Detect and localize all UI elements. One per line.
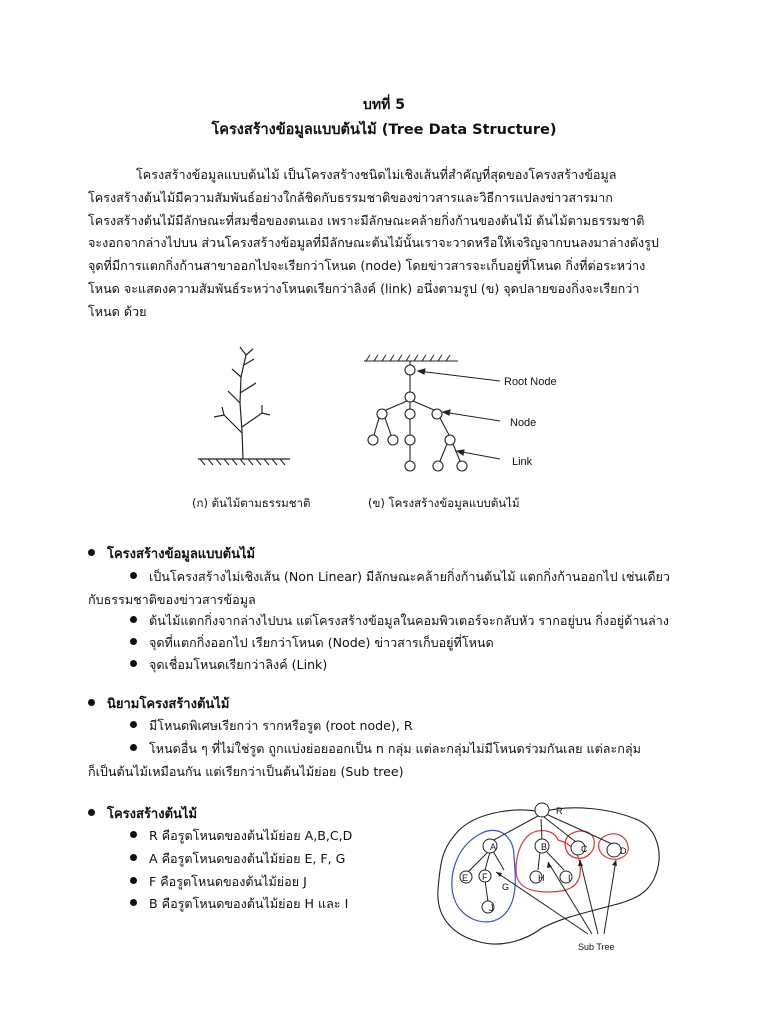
- list-item: เป็นโครงสร้างไม่เชิงเส้น (Non Linear) มีลักษณะคล้ายกิ่งก้านต้นไม้ แตกกิ่งก้านออกไป เช่นเดียว: [130, 567, 670, 587]
- data-tree-illustration: [364, 355, 500, 471]
- bullet-icon: [130, 572, 137, 579]
- page-title: โครงสร้างข้อมูลแบบต้นไม้ (Tree Data Structure): [211, 122, 557, 138]
- list-item: R คือรูตโหนดของต้นไม้ย่อย A,B,C,D: [130, 826, 352, 846]
- list-item-continuation: กับธรรมชาติของข่าวสารข้อมูล: [88, 592, 256, 607]
- node-label-b: B: [541, 842, 548, 852]
- figure-tree-comparison: [0, 335, 768, 495]
- intro-line: โครงสร้างต้นไม้มีลักษณะที่สมชื่อของตนเอง เพราะมีลักษณะคล้ายกิ่งก้านของต้นไม้ ต้นไม้ตามธรรมชาติ: [88, 212, 645, 228]
- node-label-i: I: [568, 873, 571, 883]
- subtree-boundary-red-b: [516, 831, 580, 892]
- node-label-j: J: [489, 903, 494, 913]
- tree-node-d: [607, 843, 621, 857]
- list-item: มีโหนดพิเศษเรียกว่า รากหรือรูต (root node), R: [130, 716, 413, 736]
- list-item: A คือรูตโหนดของต้นไม้ย่อย E, F, G: [130, 849, 345, 869]
- bullet-icon: [88, 549, 95, 556]
- node-label-h: H: [538, 873, 545, 883]
- label-sub-tree: Sub Tree: [578, 942, 615, 952]
- intro-line: โหนด ด้วย: [88, 303, 147, 319]
- label-node: Node: [510, 417, 537, 429]
- bullet-icon: [130, 660, 137, 667]
- section-heading-tree-structure: โครงสร้างข้อมูลแบบต้นไม้: [88, 543, 255, 564]
- natural-tree-illustration: [198, 347, 290, 465]
- node-label-d: D: [620, 846, 627, 856]
- list-item: B คือรูตโหนดของต้นไม้ย่อย H และ I: [130, 894, 348, 914]
- bullet-icon: [130, 831, 137, 838]
- bullet-icon: [130, 877, 137, 884]
- node-label-e: E: [462, 873, 469, 883]
- list-item: จุดเชื่อมโหนดเรียกว่าลิงค์ (Link): [130, 655, 327, 675]
- node-label-g: G: [502, 882, 510, 892]
- intro-paragraph: [88, 164, 688, 324]
- label-link: Link: [512, 456, 533, 468]
- bullet-icon: [130, 616, 137, 623]
- intro-line: โครงสร้างข้อมูลแบบต้นไม้ เป็นโครงสร้างชนิดไม่เชิงเส้นที่สำคัญที่สุดของโครงสร้างข้อมูล: [136, 167, 617, 182]
- figure-subtree-diagram: [430, 800, 670, 960]
- list-item: ต้นไม้แตกกิ่งจากล่างไปบน แต่โครงสร้างข้อมูลในคอมพิวเตอร์จะกลับหัว รากอยู่บน กิ่งอยู่ด้านล่าง: [130, 611, 669, 631]
- bullet-icon: [130, 638, 137, 645]
- bullet-icon: [88, 699, 95, 706]
- label-root-node: Root Node: [504, 376, 557, 388]
- caption-natural-tree: (ก) ต้นไม้ตามธรรมชาติ: [192, 496, 311, 510]
- section-heading-tree-parts: โครงสร้างต้นไม้: [88, 803, 197, 824]
- bullet-icon: [130, 744, 137, 751]
- bullet-icon: [130, 721, 137, 728]
- caption-data-tree: (ข) โครงสร้างข้อมูลแบบต้นไม้: [368, 496, 520, 510]
- list-item-continuation: ก็เป็นต้นไม้เหมือนกัน แต่เรียกว่าเป็นต้นไม้ย่อย (Sub tree): [88, 764, 404, 779]
- bullet-icon: [130, 854, 137, 861]
- tree-node-r: [535, 803, 549, 817]
- bullet-icon: [88, 809, 95, 816]
- node-label-c: C: [581, 844, 588, 854]
- intro-line: โครงสร้างต้นไม้มีความสัมพันธ์อย่างใกล้ชิดกับธรรมชาติของข่าวสารและวิธีการแปลงข่าวสารมาก: [88, 189, 613, 205]
- chapter-heading: บทที่ 5: [363, 97, 405, 113]
- section-heading-tree-definition: นิยามโครงสร้างต้นไม้: [88, 693, 229, 714]
- list-item: จุดที่แตกกิ่งออกไป เรียกว่าโหนด (Node) ข่าวสารเก็บอยู่ที่โหนด: [130, 633, 494, 653]
- bullet-icon: [130, 899, 137, 906]
- intro-line: จุดที่มีการแตกกิ่งก้านสาขาออกไปจะเรียกว่าโหนด (node) โดยข่าวสารจะเก็บอยู่ที่โหนด กิ่งที่ต่อระหว่าง: [88, 258, 646, 274]
- list-item: โหนดอื่น ๆ ที่ไม่ใช่รูต ถูกแบ่งย่อยออกเป็น n กลุ่ม แต่ละกลุ่มไม่มีโหนดร่วมกันเลย แต่ละกลุ่ม: [130, 739, 641, 759]
- list-item: F คือรูตโหนดของต้นไม้ย่อย J: [130, 872, 307, 892]
- intro-line: จะงอกจากล่างไปบน ส่วนโครงสร้างข้อมูลที่มีลักษณะต้นไม้นั้นเราจะวาดหรือให้เจริญจากบนลงมาล่างดังรูป: [88, 235, 659, 251]
- node-label-r: R: [556, 806, 563, 816]
- node-label-a: A: [490, 842, 497, 852]
- intro-line: โหนด จะแสดงความสัมพันธ์ระหว่างโหนดเรียกว่าลิงค์ (link) อนึ่งตามรูป (ข) จุดปลายของกิ่งจะเรียกว่า: [88, 280, 640, 296]
- node-label-f: F: [482, 872, 488, 882]
